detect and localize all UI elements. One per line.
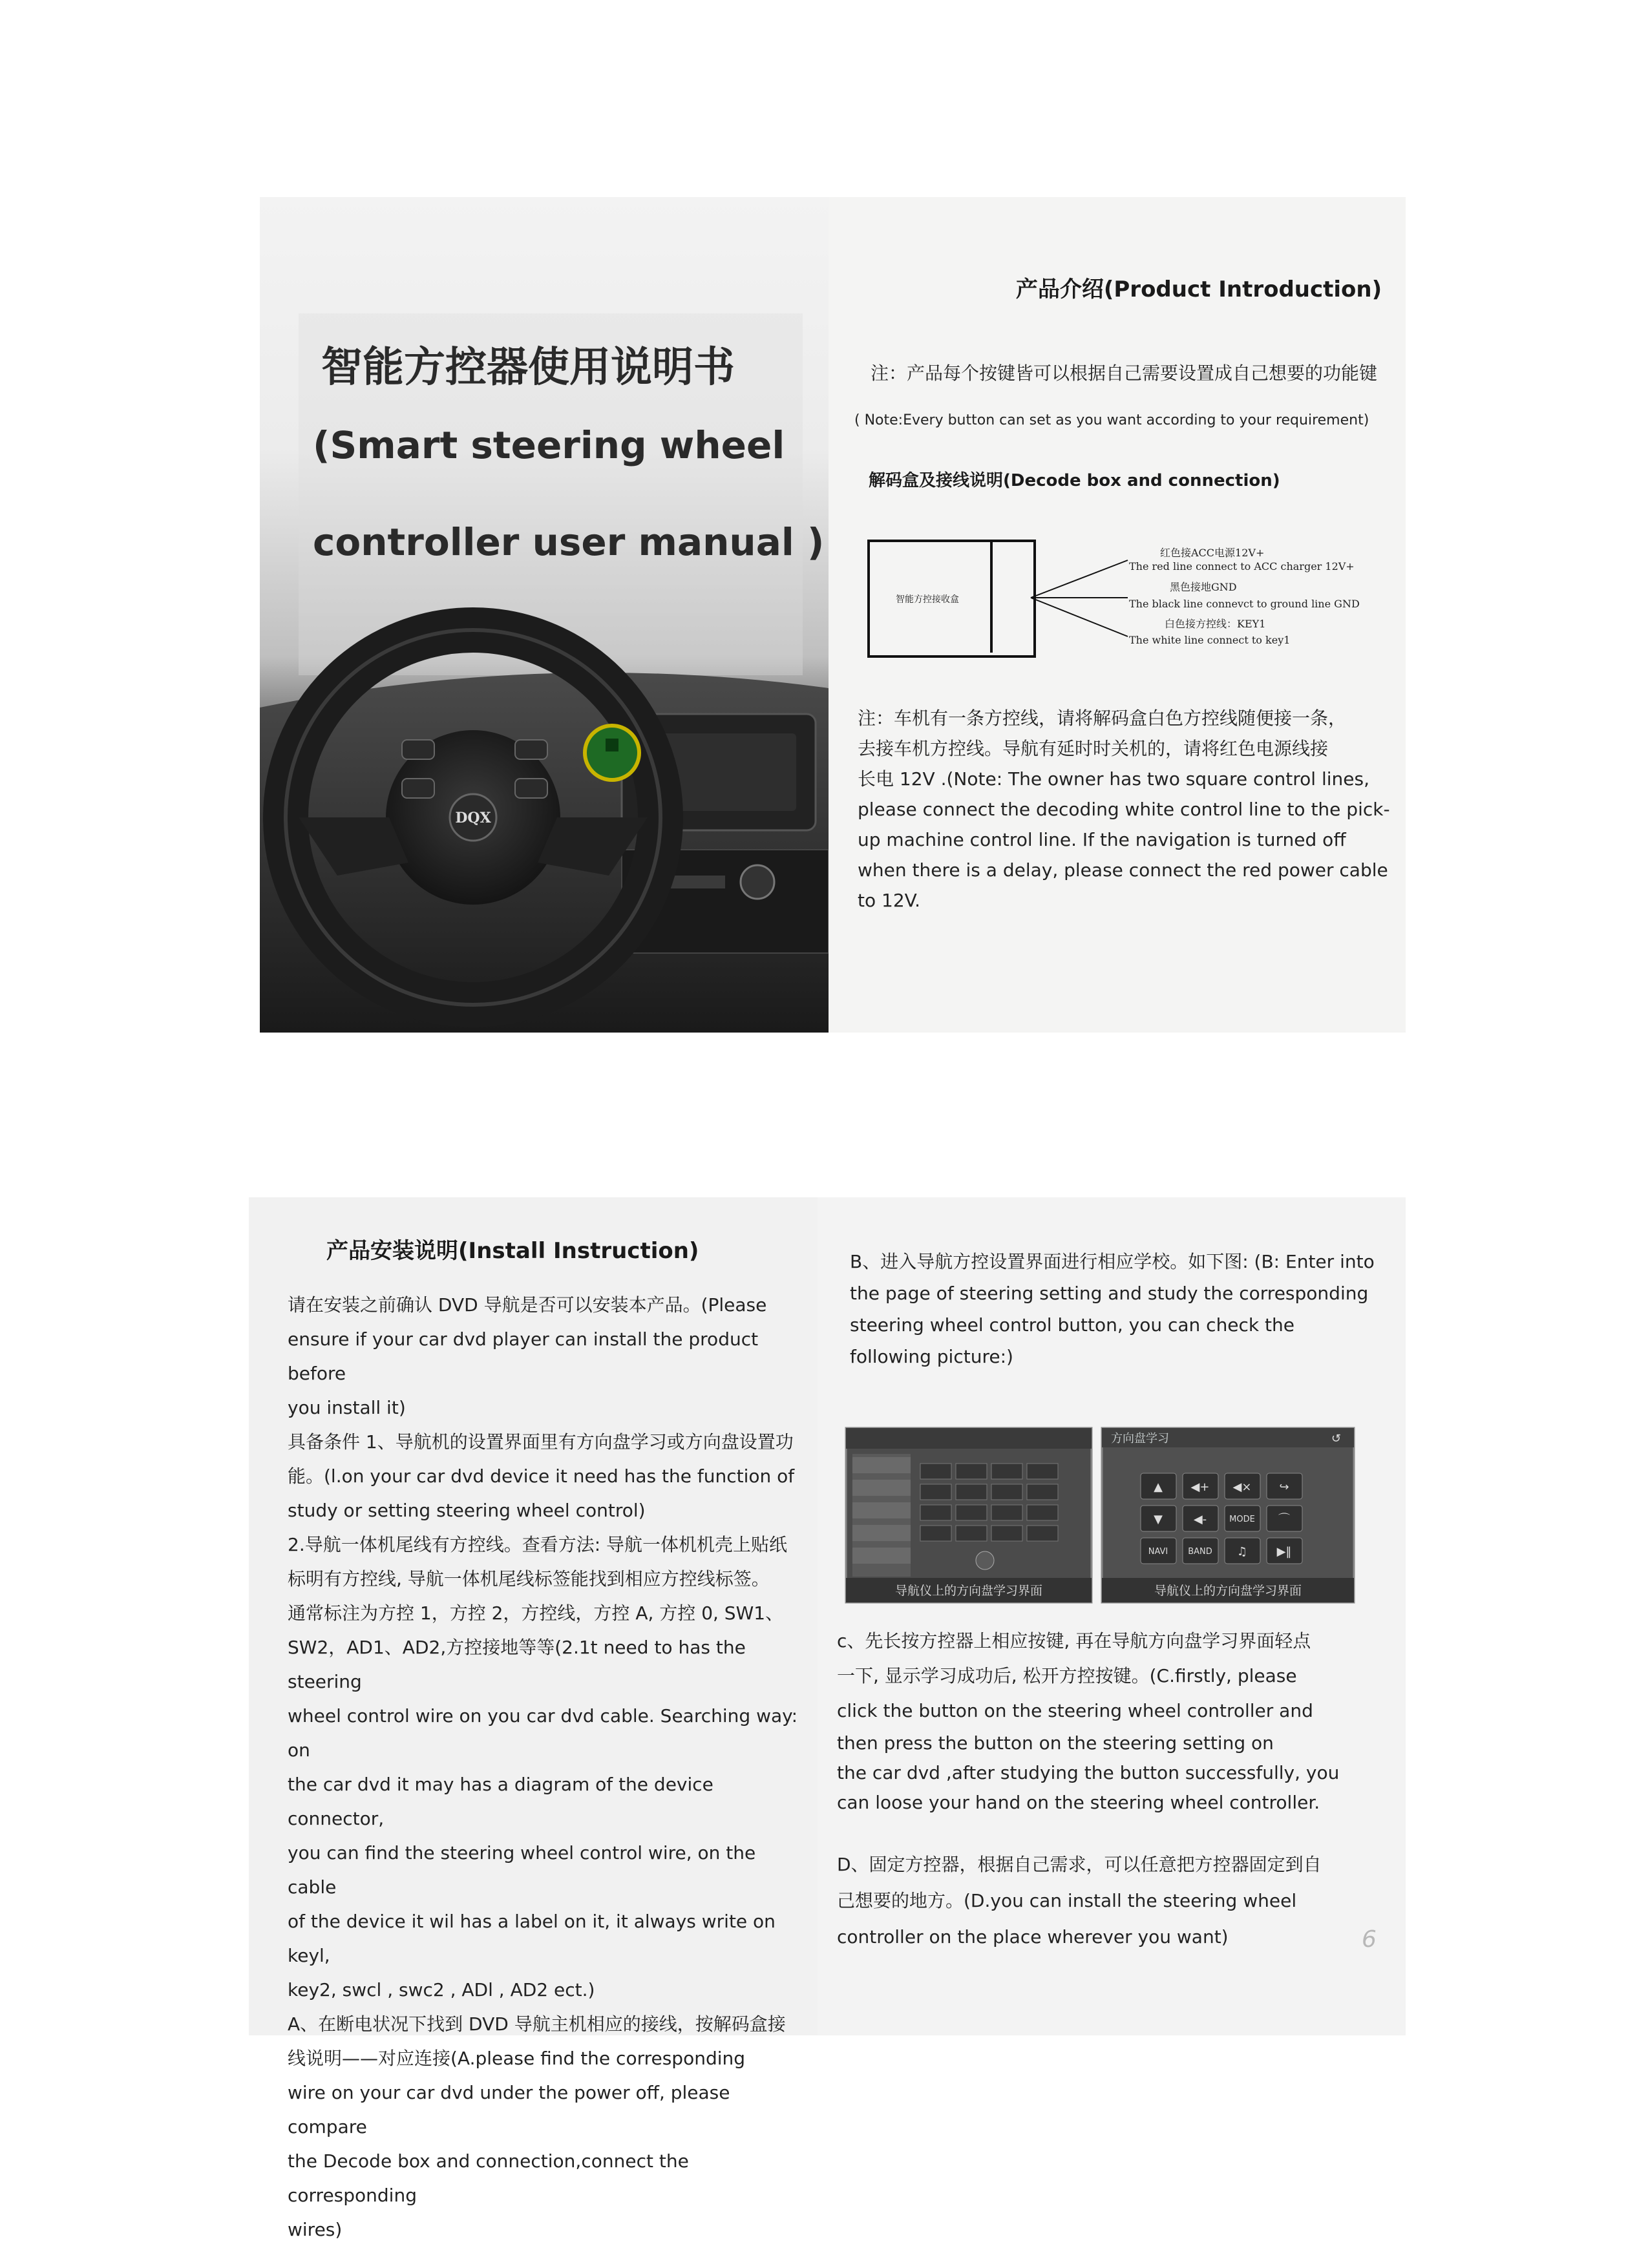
screenshot-2-caption: 导航仪上的方向盘学习界面 (1154, 1584, 1302, 1598)
install-panel (249, 1197, 818, 2240)
connection-note-line: 注：车机有一条方控线，请将解码盒白色方控线随便接一条， (858, 708, 1347, 729)
wire-white-zh: 白色接方控线：KEY1 (1165, 618, 1266, 630)
install-line: 能。(l.on your car dvd device it need has the function of (288, 1465, 795, 1487)
step-c-text (837, 1624, 1393, 1818)
svg-text:▶‖: ▶‖ (1276, 1545, 1292, 1559)
step-c-line: c、先长按方控器上相应按键, 再在导航方向盘学习界面轻点 (837, 1630, 1311, 1652)
controller-device-icon (585, 726, 639, 780)
svg-text:♫: ♫ (1236, 1545, 1248, 1559)
manual-sheet-top (260, 197, 1406, 1033)
mode-button-label: MODE (1229, 1515, 1255, 1524)
install-line: key2, swcl , swc2 , ADl , AD2 ect.) (288, 1979, 595, 2000)
install-line: 具备条件 1、导航机的设置界面里有方向盘学习或方向盘设置功 (288, 1431, 794, 1453)
step-c-line: the car dvd ,after studying the button successfully, you (837, 1762, 1340, 1783)
screenshot-2-title: 方向盘学习 (1111, 1432, 1169, 1445)
install-line: study or setting steering wheel control) (288, 1500, 646, 1521)
decode-box-divider (990, 540, 993, 653)
svg-text:↪: ↪ (1279, 1480, 1289, 1494)
decode-heading: 解码盒及接线说明(Decode box and connection) (869, 471, 1280, 490)
install-line: A、在断电状况下找到 DVD 导航主机相应的接线，按解码盒接 (288, 2013, 786, 2035)
steps-panel (818, 1197, 1406, 2035)
svg-text:◀+: ◀+ (1190, 1480, 1210, 1494)
wire-red-zh: 红色接ACC电源12V+ (1160, 547, 1265, 559)
step-d-text (837, 1847, 1393, 1955)
install-line: wire on your car dvd under the power off, please compare (288, 2082, 730, 2137)
connection-note-line: please connect the decoding white control line to the pick- (858, 799, 1390, 820)
install-line: 标明有方控线, 导航一体机尾线标签能找到相应方控线标签。 (288, 1568, 770, 1590)
install-line: wheel control wire on you car dvd cable. Searching way: on (288, 1705, 798, 1761)
install-line: wires) (288, 2219, 343, 2240)
manual-sheet-bottom (249, 1197, 1406, 2240)
wire-white-en: The white line connect to key1 (1129, 634, 1291, 646)
connection-note-line: up machine control line. If the navigation is turned off (858, 829, 1346, 850)
connection-note-line: when there is a delay, please connect the red power cable (858, 859, 1388, 881)
cover-title-zh: 智能方控器使用说明书 (321, 344, 735, 392)
return-icon: ↺ (1331, 1432, 1341, 1445)
install-heading: 产品安装说明(Install Instruction) (326, 1238, 699, 1264)
connection-note (858, 703, 1400, 916)
step-d-line: 己想要的地方。(D.you can install the steering wheel (837, 1890, 1297, 1911)
svg-text:▲: ▲ (1154, 1480, 1163, 1494)
connection-note-line: 长电 12V .(Note: The owner has two square control lines, (858, 768, 1369, 790)
install-line: 请在安装之前确认 DVD 导航是否可以安装本产品。(Please (288, 1294, 767, 1316)
svg-text:▼: ▼ (1154, 1513, 1163, 1526)
step-b-line: steering wheel control button, you can check the (850, 1314, 1294, 1336)
install-line: you can find the steering wheel control wire, on the cable (288, 1842, 756, 1898)
connection-note-line: 去接车机方控线。导航有延时时关机的，请将红色电源线接 (858, 738, 1329, 759)
install-line: the Decode box and connection,connect the corresponding (288, 2150, 689, 2206)
step-c-line: click the button on the steering wheel controller and (837, 1700, 1313, 1721)
install-line: you install it) (288, 1397, 406, 1418)
decode-box-label: 智能方控接收盒 (896, 594, 959, 605)
install-line: the car dvd it may has a diagram of the device connector, (288, 1774, 713, 1829)
screenshot-1-caption: 导航仪上的方向盘学习界面 (894, 1584, 1043, 1598)
cover-title-en-line2: controller user manual ) (313, 520, 825, 564)
install-line: 线说明——对应连接(A.please find the corresponding (288, 2048, 746, 2069)
install-line: 通常标注为方控 1，方控 2，方控线，方控 A, 方控 0, SW1、 (288, 1602, 784, 1624)
step-c-line: then press the button on the steering setting on (837, 1732, 1274, 1754)
step-b-line: the page of steering setting and study the corresponding (850, 1283, 1369, 1304)
install-line: ensure if your car dvd player can install the product before (288, 1328, 759, 1384)
intro-note-en: ( Note:Every button can set as you want according to your requirement) (854, 412, 1369, 428)
step-b-line: following picture:) (850, 1346, 1013, 1367)
wire-lines-diagram (1031, 540, 1134, 656)
brand-badge-text: DQX (455, 810, 491, 826)
nav-screenshot-2 (1102, 1428, 1354, 1602)
step-c-line: can loose your hand on the steering wheel controller. (837, 1792, 1320, 1813)
step-b-text (850, 1246, 1399, 1372)
install-line: 2.导航一体机尾线有方控线。查看方法: 导航一体机机壳上贴纸 (288, 1534, 788, 1555)
svg-text:◀×: ◀× (1232, 1480, 1252, 1494)
decode-box-diagram (867, 540, 1036, 658)
wire-red-en: The red line connect to ACC charger 12V+ (1129, 560, 1355, 572)
intro-heading: 产品介绍(Product Introduction) (1015, 277, 1382, 302)
svg-text:⌒: ⌒ (1278, 1513, 1290, 1526)
install-line: of the device it wil has a label on it, it always write on keyl, (288, 1911, 776, 1966)
step-c-line: 一下, 显示学习成功后, 松开方控按键。(C.firstly, please (837, 1665, 1297, 1686)
intro-note-zh: 注：产品每个按键皆可以根据自己需要设置成自己想要的功能键 (871, 362, 1378, 384)
wire-black-en: The black line connevct to ground line GND (1129, 598, 1360, 610)
step-d-line: controller on the place wherever you want) (837, 1926, 1229, 1948)
cover-title-en-line1: (Smart steering wheel (313, 423, 785, 467)
page-number: 6 (1362, 1926, 1377, 1953)
intro-panel (829, 197, 1406, 1033)
install-line: SW2，AD1、AD2,方控接地等等(2.1t need to has the steering (288, 1637, 746, 1692)
step-b-line: B、进入导航方控设置界面进行相应学校。如下图: (B: Enter into (850, 1251, 1375, 1272)
wire-black-zh: 黑色接地GND (1170, 581, 1237, 593)
svg-text:◀-: ◀- (1193, 1513, 1207, 1526)
connection-note-line: to 12V. (858, 890, 921, 911)
cover-panel (260, 197, 829, 1033)
navi-button-label: NAVI (1148, 1547, 1168, 1557)
install-body (288, 1288, 805, 2247)
band-button-label: BAND (1188, 1547, 1212, 1557)
car-dashboard-photo (260, 197, 829, 1033)
nav-screenshot-1 (846, 1428, 1092, 1602)
step-d-line: D、固定方控器，根据自己需求，可以任意把方控器固定到自 (837, 1854, 1322, 1875)
